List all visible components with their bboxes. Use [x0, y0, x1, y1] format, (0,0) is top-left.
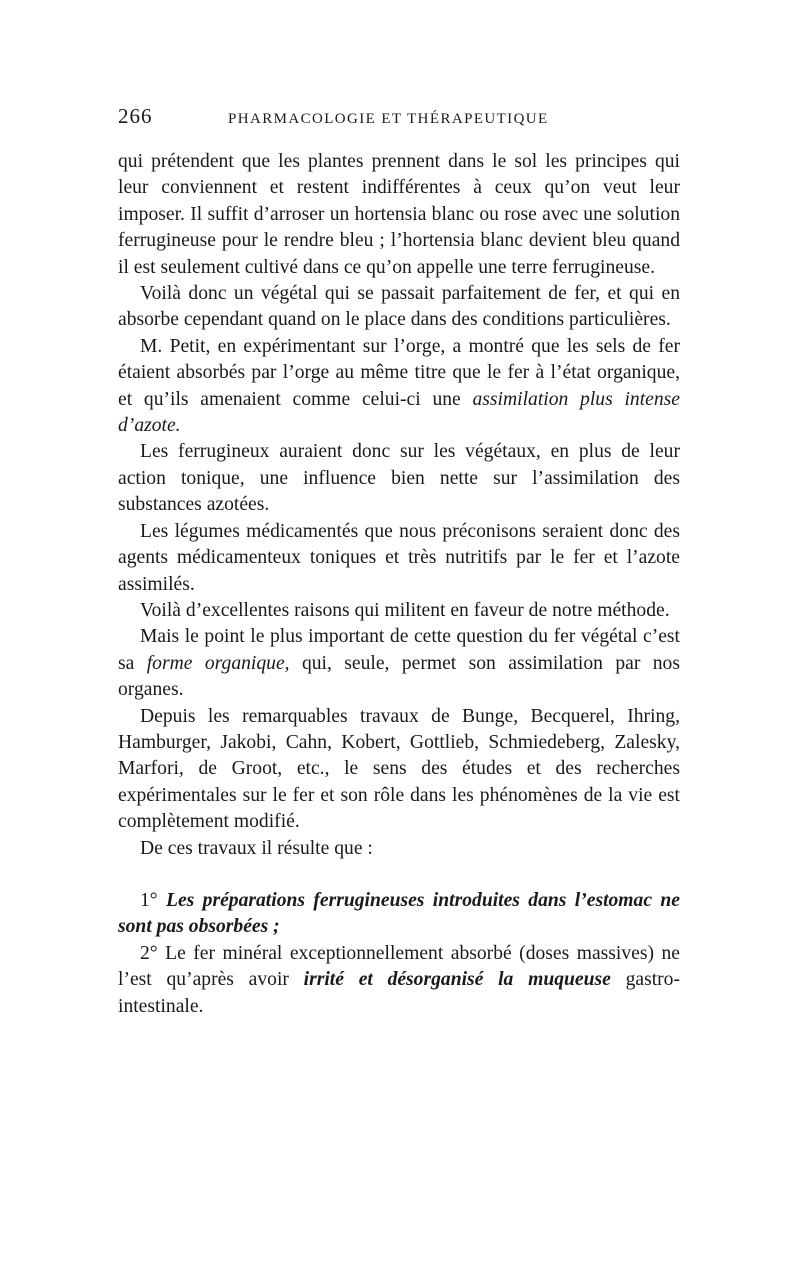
paragraph-ferrugineux: Les ferrugineux auraient donc sur les végétaux, en plus de leur action tonique, une influence bien nette sur l’assimilation des substances azotées.	[118, 441, 680, 516]
list-item-1-emphasis: Les préparations ferrugineuses introduites dans l’estomac ne sont pas obsorbées ;	[118, 889, 681, 938]
list-item-2-tail: gastro-intestinale.	[118, 969, 680, 1017]
list-item-2-text: 2° Le fer minéral exceptionnellement absorbé (doses massives) ne l’est qu’après avoir	[118, 942, 680, 991]
paragraph-forme-text: Mais le point le plus important de cette question du fer végétal c’est sa	[118, 626, 680, 674]
list-item-2	[118, 941, 680, 1020]
page-number: 266	[118, 104, 153, 128]
paragraph-hortensia: qui prétendent que les plantes prennent dans le sol les principes qui leur conviennent et restent indifférentes à ceux qu’on veut leur imposer. Il suffit d’arroser un hortensia blanc ou rose avec une solution ferrugineuse pour le rendre bleu ; l’hortensia blanc devient bleu quand il est seulement cultivé dans ce qu’on appelle une terre ferrugineuse.	[118, 151, 680, 278]
paragraph-forme-emphasis: forme organique,	[146, 652, 290, 674]
paragraph-vegetal: Voilà donc un végétal qui se passait parfaitement de fer, et qui en absorbe cependant quand on le place dans des conditions particulières.	[118, 283, 680, 331]
page-header	[118, 104, 680, 136]
list-item-1-number: 1°	[140, 889, 167, 911]
paragraph-raisons: Voilà d’excellentes raisons qui militent en faveur de notre méthode.	[140, 599, 670, 621]
paragraph-travaux: Depuis les remarquables travaux de Bunge, Becquerel, Ihring, Hamburger, Jakobi, Cahn, Kobert, Gottlieb, Schmiedeberg, Zalesky, Marfori, de Groot, etc., le sens des études et des recherches expérimentales sur le fer et son rôle dans les phénomènes de la vie est complètement modifié.	[118, 705, 680, 833]
paragraph-forme-tail: qui, seule, permet son assimilation par nos organes.	[118, 652, 680, 701]
list-item-1	[118, 888, 680, 941]
paragraph-petit	[118, 334, 680, 440]
paragraph-petit-text: M. Petit, en expérimentant sur l’orge, a montré que les sels de fer étaient absorbés par l’orge au même titre que le fer à l’état organique, et qu’ils amenaient comme celui-ci une	[118, 335, 680, 410]
paragraph-resulte: De ces travaux il résulte que :	[140, 837, 373, 859]
list-item-2-emphasis: irrité et désorganisé la muqueuse	[303, 969, 611, 991]
body-text	[118, 149, 680, 1020]
paragraph-petit-emphasis: assimilation plus intense d’azote.	[118, 388, 680, 437]
book-page	[118, 104, 680, 1020]
paragraph-legumes: Les légumes médicamentés que nous préconisons seraient donc des agents médicamenteux toniques et très nutritifs par le fer et l’azote assimilés.	[118, 520, 680, 595]
paragraph-forme	[118, 624, 680, 703]
running-head: PHARMACOLOGIE ET THÉRAPEUTIQUE	[228, 111, 549, 127]
